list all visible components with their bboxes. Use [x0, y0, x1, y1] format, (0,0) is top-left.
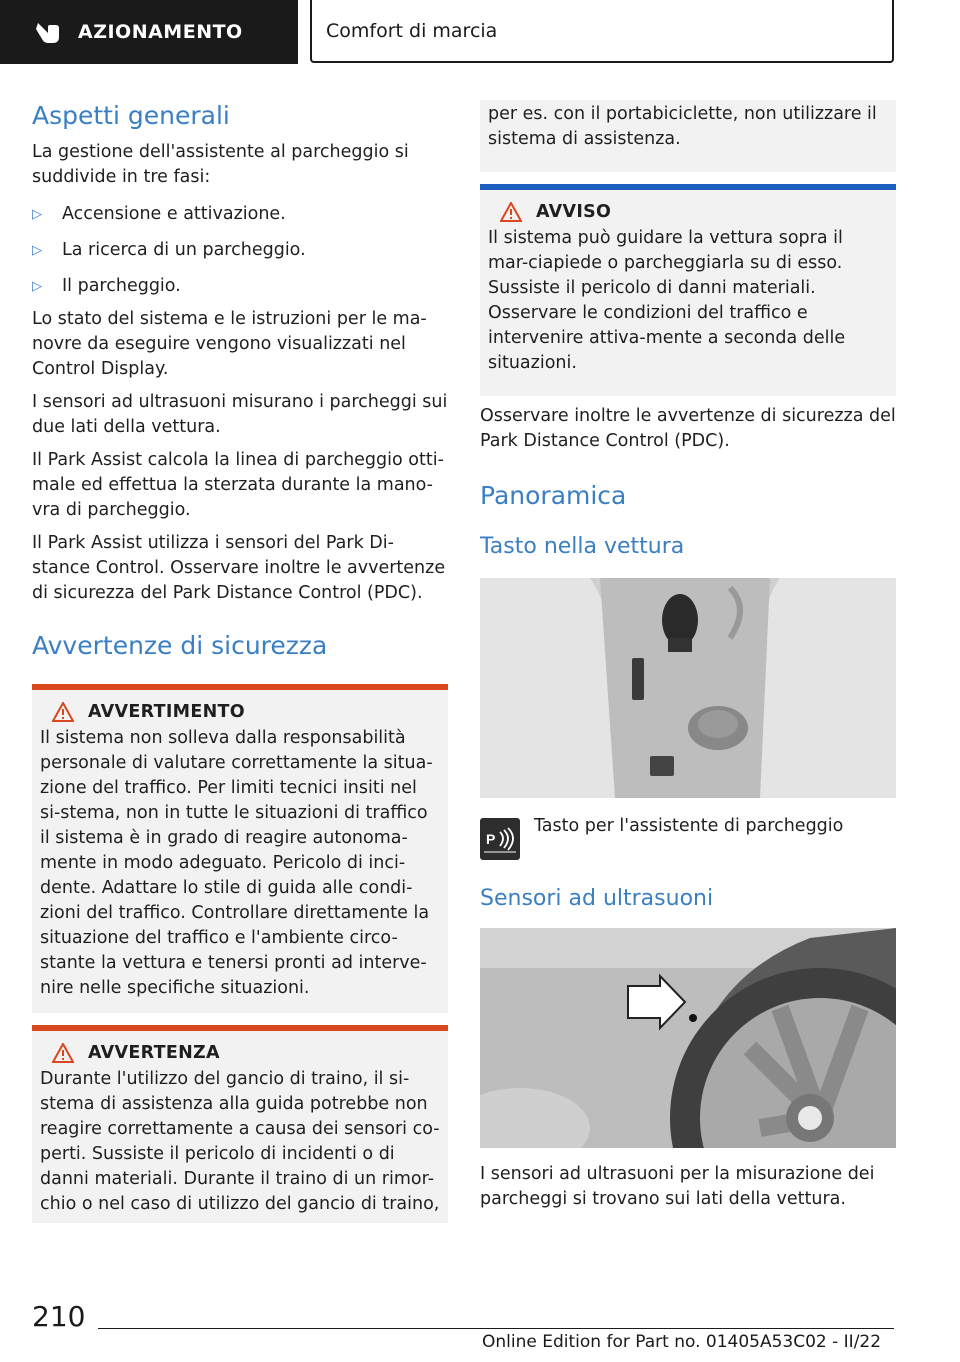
warning-title: AVVERTIMENTO	[88, 702, 245, 722]
button-legend	[480, 818, 896, 860]
button-caption: Tasto per l'assistente di parcheggio	[534, 816, 844, 836]
bullet-list	[32, 202, 448, 299]
sensors-caption: I sensori ad ultrasuoni per la misurazione dei parcheggi si trovano sui lati della vettura.	[480, 1164, 875, 1209]
page-number: 210	[32, 1300, 86, 1333]
list-item	[32, 202, 448, 227]
calc-paragraph: Il Park Assist calcola la linea di parcheggio otti-male ed effettua la sterzata durante la mano-vra di parcheggio.	[32, 450, 444, 520]
heading-general: Aspetti generali	[32, 101, 230, 130]
sensors-paragraph: I sensori ad ultrasuoni misurano i parcheggi sui due lati della vettura.	[32, 392, 448, 437]
wheel-sensor-photo	[480, 928, 896, 1148]
caution-box	[32, 1025, 448, 1223]
notice-triangle-icon	[500, 202, 522, 222]
list-item-text: La ricerca di un parcheggio.	[62, 240, 306, 260]
pdc-paragraph: Il Park Assist utilizza i sensori del Park Di-stance Control. Osservare inoltre le avvertenze di sicurezza del Park Distance Control (PDC).	[32, 533, 446, 603]
list-item-text: Accensione e attivazione.	[62, 204, 286, 224]
heading-sensors: Sensori ad ultrasuoni	[480, 886, 714, 911]
status-paragraph: Lo stato del sistema e le istruzioni per le ma-novre da eseguire vengono visualizzati nel Control Display.	[32, 309, 427, 379]
list-item-text: Il parcheggio.	[62, 276, 181, 296]
warning-box	[32, 684, 448, 1013]
bullet-marker: ▷	[32, 207, 42, 222]
chapter-box	[310, 0, 894, 63]
notice-box	[480, 184, 896, 396]
warning-triangle-icon	[52, 702, 74, 722]
section-tab	[0, 0, 298, 64]
caution-text: Durante l'utilizzo del gancio di traino, il si-stema di assistenza alla guida potrebbe non reagire correttamente a causa dei sensori co-perti. Sussiste il pericolo di incidenti o di danni materiali. Durante il traino di un rimor-chio o nel caso di utilizzo del gancio di traino,	[40, 1069, 440, 1214]
pointing-hand-icon	[34, 19, 62, 45]
warning-text: Il sistema non solleva dalla responsabilità personale di valutare correttamente la situa-zione del traffico. Per limiti tecnici insiti nel si-stema, non in tutte le situazioni di traffico il sistema è in grado di reagire autonoma-mente in modo adeguato. Pericolo di inci-dente. Adattare lo stile di guida alle condi-zioni del traffico. Controllare direttamente la situazione del traffico e l'ambiente circo-stante la vettura e tenersi pronti ad interve-nire nelle specifiche situazioni.	[40, 728, 433, 998]
footer-divider	[98, 1328, 894, 1329]
list-item	[32, 238, 448, 263]
chapter-label: Comfort di marcia	[326, 19, 498, 42]
bullet-marker: ▷	[32, 243, 42, 258]
notice-title: AVVISO	[536, 202, 612, 222]
caution-title: AVVERTENZA	[88, 1043, 220, 1063]
intro-paragraph: La gestione dell'assistente al parcheggio si suddivide in tre fasi:	[32, 142, 409, 187]
left-column	[32, 100, 448, 1223]
right-column	[480, 100, 896, 1212]
heading-button: Tasto nella vettura	[480, 534, 685, 559]
heading-safety: Avvertenze di sicurezza	[32, 631, 328, 660]
edition-label: Online Edition for Part no. 01405A53C02 - II/22	[482, 1332, 882, 1352]
bullet-marker: ▷	[32, 279, 42, 294]
heading-overview: Panoramica	[480, 481, 627, 510]
section-label: AZIONAMENTO	[78, 21, 243, 43]
pdc-note-paragraph: Osservare inoltre le avvertenze di sicurezza del Park Distance Control (PDC).	[480, 406, 896, 451]
warning-triangle-icon	[52, 1043, 74, 1063]
caution-box-continued	[480, 100, 896, 172]
caution-text-continued: per es. con il portabiciclette, non utilizzare il sistema di assistenza.	[488, 104, 877, 149]
notice-text: Il sistema può guidare la vettura sopra il mar-ciapiede o parcheggiarla su di esso. Sussiste il pericolo di danni materiali. Osservare le condizioni del traffico e intervenire attiva-mente a seconda delle situazioni.	[488, 228, 846, 373]
center-console-photo	[480, 578, 896, 798]
svg-text:P: P	[486, 831, 496, 847]
park-assist-button-icon	[480, 818, 520, 860]
list-item	[32, 274, 448, 299]
